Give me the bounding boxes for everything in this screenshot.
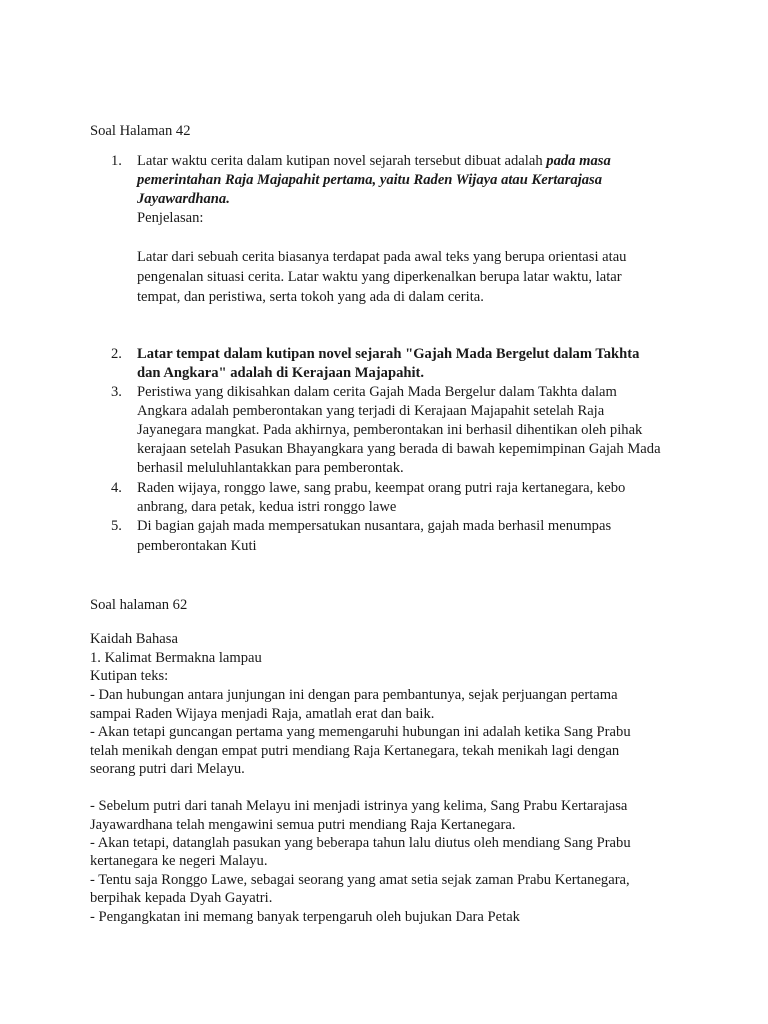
point-heading: 1. Kalimat Bermakna lampau bbox=[90, 650, 262, 666]
list-item-text: Peristiwa yang dikisahkan dalam cerita Gajah Mada Bergelur dalam Takhta dalam bbox=[137, 384, 617, 400]
section-heading: Soal Halaman 42 bbox=[90, 123, 191, 139]
list-item-text: pemerintahan Raja Majapahit pertama, yaitu Raden Wijaya atau Kertarajasa bbox=[137, 172, 603, 188]
list-number: 1. bbox=[111, 153, 122, 169]
quote-line: - Akan tetapi guncangan pertama yang memengaruhi hubungan ini adalah ketika Sang Prabu bbox=[90, 724, 631, 740]
list-item-text: Latar waktu cerita dalam kutipan novel sejarah tersebut dibuat adalah pada masa bbox=[137, 153, 611, 169]
quote-line: seorang putri dari Melayu. bbox=[90, 761, 245, 777]
list-number: 4. bbox=[111, 480, 122, 496]
list-item-text: Raden wijaya, ronggo lawe, sang prabu, keempat orang putri raja kertanegara, kebo bbox=[137, 480, 626, 496]
list-item-text: pemberontakan Kuti bbox=[137, 538, 257, 554]
quote-line: - Tentu saja Ronggo Lawe, sebagai seorang yang amat setia sejak zaman Prabu Kertanegara, bbox=[90, 872, 630, 888]
quote-line: - Akan tetapi, datanglah pasukan yang beberapa tahun lalu diutus oleh mendiang Sang Prabu bbox=[90, 835, 631, 851]
list-number: 2. bbox=[111, 346, 122, 362]
list-item-text: Latar tempat dalam kutipan novel sejarah "Gajah Mada Bergelut dalam Takhta bbox=[137, 346, 640, 362]
list-item-text: kerajaan setelah Pasukan Bhayangkara yang berada di bawah kepemimpinan Gajah Mada bbox=[137, 441, 661, 457]
quote-line: berpihak kepada Dyah Gayatri. bbox=[90, 890, 273, 906]
list-item-text: dan Angkara" adalah di Kerajaan Majapahit. bbox=[137, 365, 425, 381]
quote-label: Kutipan teks: bbox=[90, 668, 169, 684]
explanation-text: tempat, dan peristiwa, serta tokoh yang ada di dalam cerita. bbox=[137, 289, 484, 305]
list-item-text: Jayawardhana. bbox=[137, 191, 230, 207]
subheading: Kaidah Bahasa bbox=[90, 631, 178, 647]
quote-line: - Sebelum putri dari tanah Melayu ini menjadi istrinya yang kelima, Sang Prabu Kertarajasa bbox=[90, 798, 628, 814]
quote-line: - Pengangkatan ini memang banyak terpengaruh oleh bujukan Dara Petak bbox=[90, 909, 520, 925]
list-number: 3. bbox=[111, 384, 122, 400]
list-item-text: Angkara adalah pemberontakan yang terjadi di Kerajaan Majapahit setelah Raja bbox=[137, 403, 605, 419]
section-heading: Soal halaman 62 bbox=[90, 597, 188, 613]
list-item-text: berhasil meluluhlantakkan para pemberontak. bbox=[137, 460, 404, 476]
quote-line: Jayawardhana telah mengawini semua putri mendiang Raja Kertanegara. bbox=[90, 817, 516, 833]
quote-line: kertanegara ke negeri Malayu. bbox=[90, 853, 268, 869]
explanation-text: pengenalan situasi cerita. Latar waktu yang diperkenalkan berupa latar waktu, latar bbox=[137, 269, 622, 285]
explanation-label: Penjelasan: bbox=[137, 210, 204, 226]
list-item-text: Di bagian gajah mada mempersatukan nusantara, gajah mada berhasil menumpas bbox=[137, 518, 612, 534]
quote-line: - Dan hubungan antara junjungan ini dengan para pembantunya, sejak perjuangan pertama bbox=[90, 687, 618, 703]
list-item-text: anbrang, dara petak, kedua istri ronggo lawe bbox=[137, 499, 397, 515]
list-number: 5. bbox=[111, 518, 122, 534]
list-item-text: Jayanegara mangkat. Pada akhirnya, pemberontakan ini berhasil dihentikan oleh pihak bbox=[137, 422, 643, 438]
explanation-text: Latar dari sebuah cerita biasanya terdapat pada awal teks yang berupa orientasi atau bbox=[137, 249, 627, 265]
quote-line: sampai Raden Wijaya menjadi Raja, amatlah erat dan baik. bbox=[90, 706, 435, 722]
quote-line: telah menikah dengan empat putri mendiang Raja Kertanegara, tekah menikah lagi dengan bbox=[90, 743, 620, 759]
